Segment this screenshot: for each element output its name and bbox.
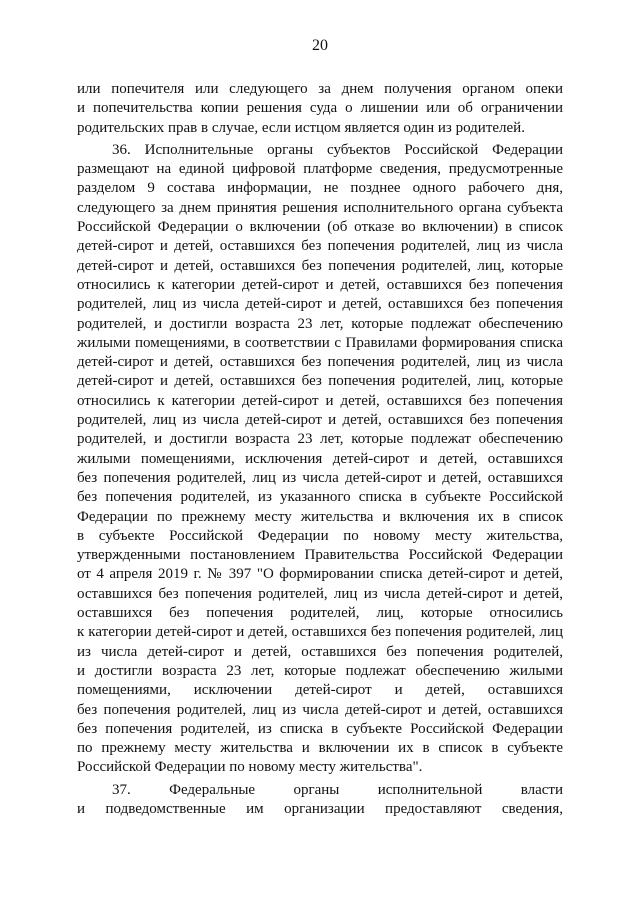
text-line: в субъекте Российской Федерации по новому месту жительства,: [77, 527, 563, 544]
paragraph-37: [77, 781, 563, 820]
text-line: следующего за днем принятия решения исполнительного органа субъекта: [77, 199, 563, 216]
text-line: детей-сирот и детей, оставшихся без попечения родителей, лиц из числа: [77, 354, 563, 371]
page-number: 20: [312, 37, 328, 54]
text-line: без попечения родителей, из списка в субъекте Российской Федерации: [77, 720, 563, 737]
text-line: относились к категории детей-сирот и детей, оставшихся без попечения: [77, 392, 563, 409]
text-line: и достигли возраста 23 лет, которые подлежат обеспечению жилыми: [77, 662, 563, 679]
text-line: без попечения родителей, лиц из числа детей-сирот и детей, оставшихся: [77, 469, 563, 486]
text-line: детей-сирот и детей, оставшихся без попечения родителей, лиц, которые: [77, 257, 563, 274]
text-line: и попечительства копии решения суда о лишении или об ограничении: [77, 100, 563, 117]
text-line: жилыми помещениями, исключения детей-сирот и детей, оставшихся: [77, 450, 563, 467]
text-line: Российской Федерации о включении (об отказе во включении) в список: [77, 219, 563, 236]
text-line: детей-сирот и детей, оставшихся без попечения родителей, лиц, которые: [77, 373, 563, 390]
text-line: Российской Федерации по новому месту жительства".: [77, 759, 423, 776]
text-line: по прежнему месту жительства и включении их в список в субъекте: [77, 740, 563, 757]
text-line: родителей, лиц из числа детей-сирот и детей, оставшихся без попечения: [77, 296, 563, 313]
document-body: [77, 80, 563, 819]
text-line: к категории детей-сирот и детей, оставшихся без попечения родителей, лиц: [77, 624, 563, 641]
text-line: родительских прав в случае, если истцом является один из родителей.: [77, 119, 525, 136]
paragraph-continuation: [77, 80, 563, 138]
text-line: жилыми помещениями, в соответствии с Правилами формирования списка: [77, 334, 563, 351]
text-line: родителей, лиц из числа детей-сирот и детей, оставшихся без попечения: [77, 412, 563, 429]
text-line: и подведомственные им организации предоставляют сведения,: [77, 800, 563, 817]
paragraph-36: [77, 141, 563, 778]
text-line: детей-сирот и детей, оставшихся без попечения родителей, лиц из числа: [77, 238, 563, 255]
text-line: из числа детей-сирот и детей, оставшихся без попечения родителей,: [77, 643, 563, 660]
text-line: 36. Исполнительные органы субъектов Российской Федерации: [112, 141, 563, 158]
text-line: утвержденными постановлением Правительства Российской Федерации: [77, 547, 563, 564]
text-line: родителей, и достигли возраста 23 лет, которые подлежат обеспечению: [77, 431, 563, 448]
text-line: от 4 апреля 2019 г. № 397 "О формировании списка детей-сирот и детей,: [77, 566, 563, 583]
text-line: относились к категории детей-сирот и детей, оставшихся без попечения: [77, 276, 563, 293]
text-line: без попечения родителей, лиц из числа детей-сирот и детей, оставшихся: [77, 701, 563, 718]
text-line: оставшихся без попечения родителей, лиц, которые относились: [77, 605, 563, 622]
text-line: или попечителя или следующего за днем получения органом опеки: [77, 81, 563, 97]
text-line: оставшихся без попечения родителей, лиц из числа детей-сирот и детей,: [77, 585, 563, 602]
text-line: разделом 9 состава информации, не позднее одного рабочего дня,: [77, 180, 563, 197]
text-line: родителей, и достигли возраста 23 лет, которые подлежат обеспечению: [77, 315, 563, 332]
text-line: 37. Федеральные органы исполнительной власти: [112, 781, 563, 798]
text-line: размещают на единой цифровой платформе сведения, предусмотренные: [77, 161, 563, 178]
text-line: помещениями, исключении детей-сирот и детей, оставшихся: [77, 682, 563, 699]
text-line: Федерации по прежнему месту жительства и включения их в список: [77, 508, 563, 525]
text-line: без попечения родителей, из указанного списка в субъекте Российской: [77, 489, 563, 506]
